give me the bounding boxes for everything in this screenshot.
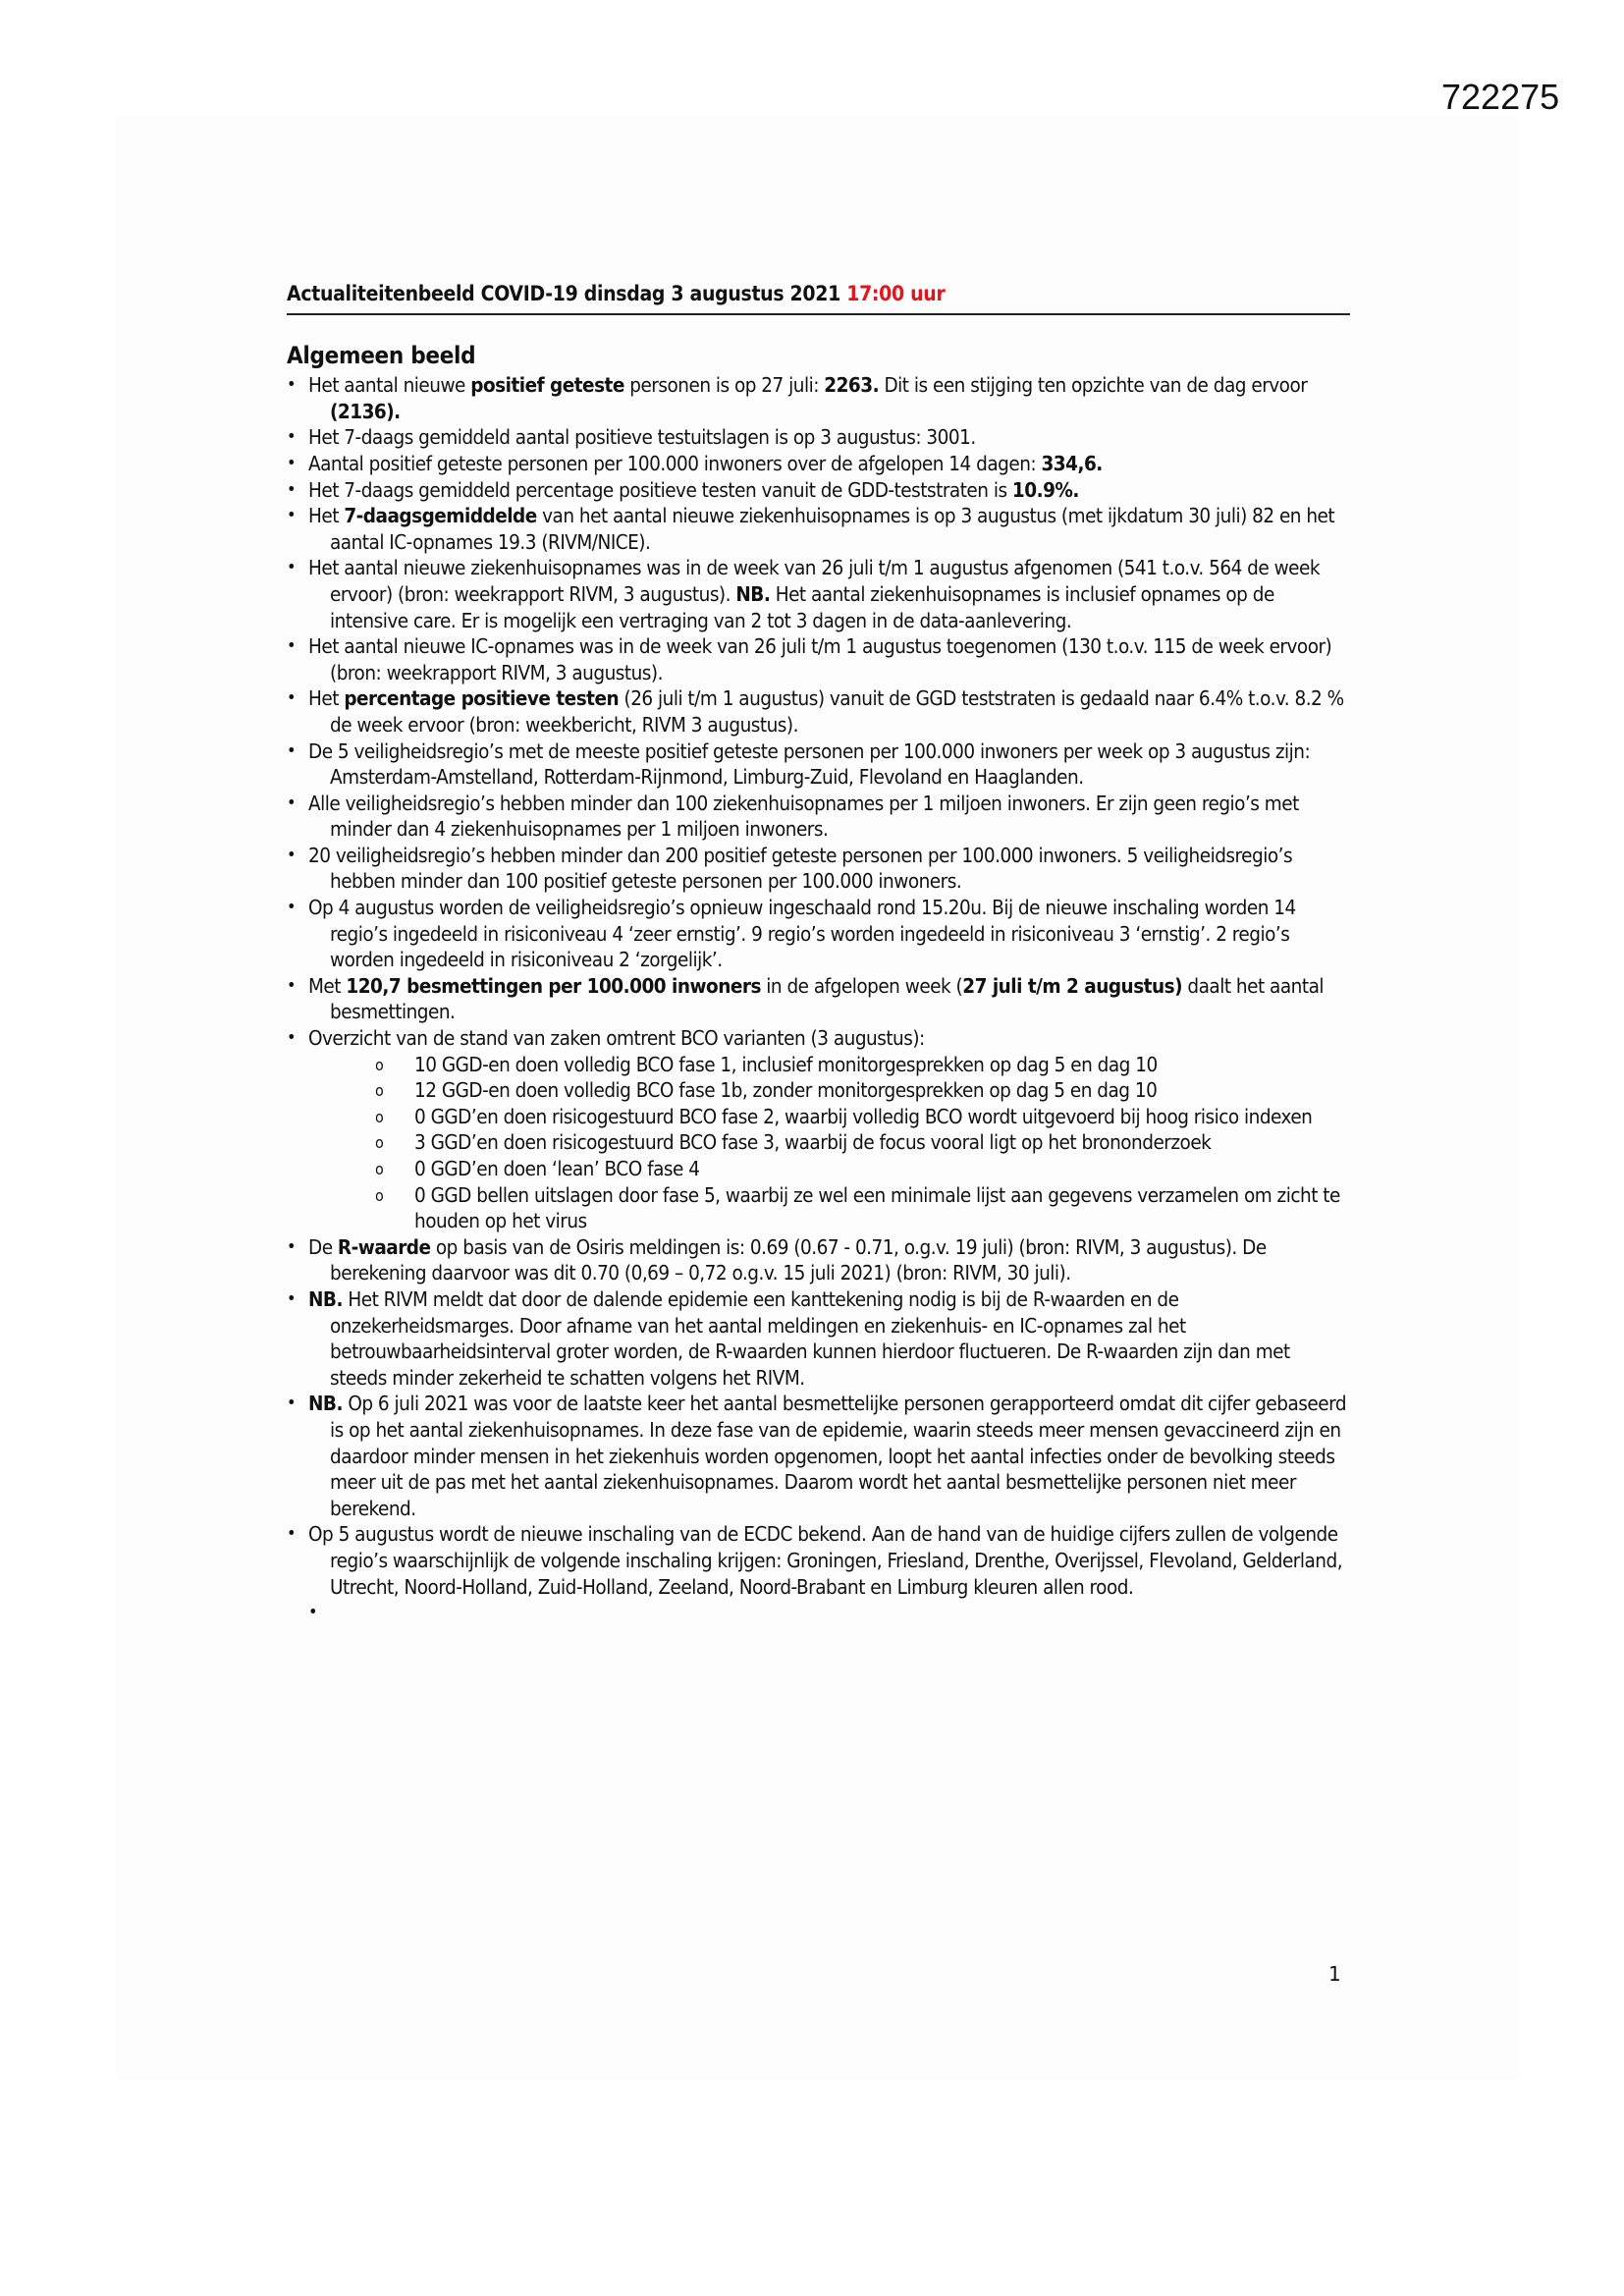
title-time-suffix: uur	[910, 282, 946, 305]
list-item: • 20 veiligheidsregio’s hebben minder dan 200 positief geteste personen per 100.000 inwoners. 5 veiligheidsregio’s hebben minder dan 100 positief geteste personen per 100.000 inwoners.	[287, 843, 1350, 895]
sub-list-item: o 0 GGD bellen uitslagen door fase 5, waarbij ze wel een minimale lijst aan gegevens verzamelen om zicht te houden op het virus	[393, 1182, 1350, 1234]
document-id: 722275	[1441, 77, 1560, 117]
list-item: • Op 4 augustus worden de veiligheidsregio’s opnieuw ingeschaald rond 15.20u. Bij de nieuwe inschaling worden 14 regio’s ingedeeld in risiconiveau 4 ‘zeer ernstig’. 9 regio’s worden ingedeeld in risiconiveau 3 ‘ernstig’. 2 regio’s worden ingedeeld in risiconiveau 2 ‘zorgelijk’.	[287, 895, 1350, 973]
section-heading: Algemeen beeld	[287, 341, 476, 369]
list-item: • Het 7-daagsgemiddelde van het aantal nieuwe ziekenhuisopnames is op 3 augustus (met ijkdatum 30 juli) 82 en het aantal IC-opnames 19.3 (RIVM/NICE).	[287, 503, 1350, 555]
sub-list-item: o 3 GGD’en doen risicogestuurd BCO fase 3, waarbij de focus vooral ligt op het brononderzoek	[393, 1129, 1350, 1156]
document-page	[287, 281, 1350, 1626]
bco-variants-sublist	[308, 1052, 1350, 1234]
list-item: • Het aantal nieuwe IC-opnames was in de week van 26 juli t/m 1 augustus toegenomen (130 t.o.v. 115 de week ervoor) (bron: weekrapport RIVM, 3 augustus).	[287, 633, 1350, 685]
list-item: • Overzicht van de stand van zaken omtrent BCO varianten (3 augustus): o 10 GGD-en doen volledig BCO fase 1, inclusief monitorgesprekken op dag 5 en dag 10 o 12 GGD-en doen volledig BCO fase 1b, zonder monitorgesprekken op dag 5 en dag 10 o 0 GGD’en doen risicogestuurd BCO fase 2, waarbij volledig BCO wordt uitgevoerd bij hoog risico indexen o 3 GGD’en doen risicogestuurd BCO fase 3, waarbij de focus vooral ligt op het brononderzoek o 0 GGD’en doen ‘lean’ BCO fase 4 o 0 GGD bellen uitslagen door fase 5, waarbij ze wel een minimale lijst aan gegevens verzamelen om zicht te houden op het virus	[287, 1025, 1350, 1234]
bullet-list	[287, 372, 1350, 1626]
list-item: • Het aantal nieuwe positief geteste personen is op 27 juli: 2263. Dit is een stijging ten opzichte van de dag ervoor (2136).	[287, 372, 1350, 424]
list-item: • Aantal positief geteste personen per 100.000 inwoners over de afgelopen 14 dagen: 334,6.	[287, 451, 1350, 477]
sub-list-item: o 10 GGD-en doen volledig BCO fase 1, inclusief monitorgesprekken op dag 5 en dag 10	[393, 1052, 1350, 1078]
page-number: 1	[1328, 1962, 1341, 1986]
title-main: Actualiteitenbeeld COVID-19 dinsdag 3 augustus 2021	[287, 282, 840, 305]
empty-list-item	[287, 1600, 1350, 1626]
list-item: • Het aantal nieuwe ziekenhuisopnames was in de week van 26 juli t/m 1 augustus afgenomen (541 t.o.v. 564 de week ervoor) (bron: weekrapport RIVM, 3 augustus). NB. Het aantal ziekenhuisopnames is inclusief opnames op de intensive care. Er is mogelijk een vertraging van 2 tot 3 dagen in de data-aanlevering.	[287, 555, 1350, 633]
list-item: • NB. Op 6 juli 2021 was voor de laatste keer het aantal besmettelijke personen gerapporteerd omdat dit cijfer gebaseerd is op het aantal ziekenhuisopnames. In deze fase van de epidemie, waarin steeds meer mensen gevaccineerd zijn en daardoor minder mensen in het ziekenhuis worden opgenomen, loopt het aantal infecties onder de bevolking steeds meer uit de pas met het aantal ziekenhuisopnames. Daarom wordt het aantal besmettelijke personen niet meer berekend.	[287, 1391, 1350, 1521]
sub-list-item: o 0 GGD’en doen risicogestuurd BCO fase 2, waarbij volledig BCO wordt uitgevoerd bij hoog risico indexen	[393, 1104, 1350, 1130]
list-item: • NB. Het RIVM meldt dat door de dalende epidemie een kanttekening nodig is bij de R-waarden en de onzekerheidsmarges. Door afname van het aantal meldingen en ziekenhuis- en IC-opnames zal het betrouwbaarheidsinterval groter worden, de R-waarden kunnen hierdoor fluctueren. De R-waarden zijn dan met steeds minder zekerheid te schatten volgens het RIVM.	[287, 1286, 1350, 1391]
title-time: 17:00	[846, 282, 904, 305]
list-item: • De 5 veiligheidsregio’s met de meeste positief geteste personen per 100.000 inwoners per week op 3 augustus zijn: Amsterdam-Amstelland, Rotterdam-Rijnmond, Limburg-Zuid, Flevoland en Haaglanden.	[287, 738, 1350, 791]
document-title	[287, 281, 1350, 315]
sub-list-item: o 0 GGD’en doen ‘lean’ BCO fase 4	[393, 1156, 1350, 1182]
list-item: • Het 7-daags gemiddeld percentage positieve testen vanuit de GDD-teststraten is 10.9%.	[287, 477, 1350, 504]
list-item: • Op 5 augustus wordt de nieuwe inschaling van de ECDC bekend. Aan de hand van de huidige cijfers zullen de volgende regio’s waarschijnlijk de volgende inschaling krijgen: Groningen, Friesland, Drenthe, Overijssel, Flevoland, Gelderland, Utrecht, Noord-Holland, Zuid-Holland, Zeeland, Noord-Brabant en Limburg kleuren allen rood.	[287, 1521, 1350, 1600]
sub-list-item: o 12 GGD-en doen volledig BCO fase 1b, zonder monitorgesprekken op dag 5 en dag 10	[393, 1077, 1350, 1104]
list-item: • Het 7-daags gemiddeld aantal positieve testuitslagen is op 3 augustus: 3001.	[287, 424, 1350, 451]
list-item: • De R-waarde op basis van de Osiris meldingen is: 0.69 (0.67 - 0.71, o.g.v. 19 juli) (bron: RIVM, 3 augustus). De berekening daarvoor was dit 0.70 (0,69 – 0,72 o.g.v. 15 juli 2021) (bron: RIVM, 30 juli).	[287, 1234, 1350, 1286]
list-item: • Alle veiligheidsregio’s hebben minder dan 100 ziekenhuisopnames per 1 miljoen inwoners. Er zijn geen regio’s met minder dan 4 ziekenhuisopnames per 1 miljoen inwoners.	[287, 791, 1350, 843]
list-item: • Met 120,7 besmettingen per 100.000 inwoners in de afgelopen week (27 juli t/m 2 augustus) daalt het aantal besmettingen.	[287, 973, 1350, 1025]
list-item: • Het percentage positieve testen (26 juli t/m 1 augustus) vanuit de GGD teststraten is gedaald naar 6.4% t.o.v. 8.2 % de week ervoor (bron: weekbericht, RIVM 3 augustus).	[287, 685, 1350, 738]
